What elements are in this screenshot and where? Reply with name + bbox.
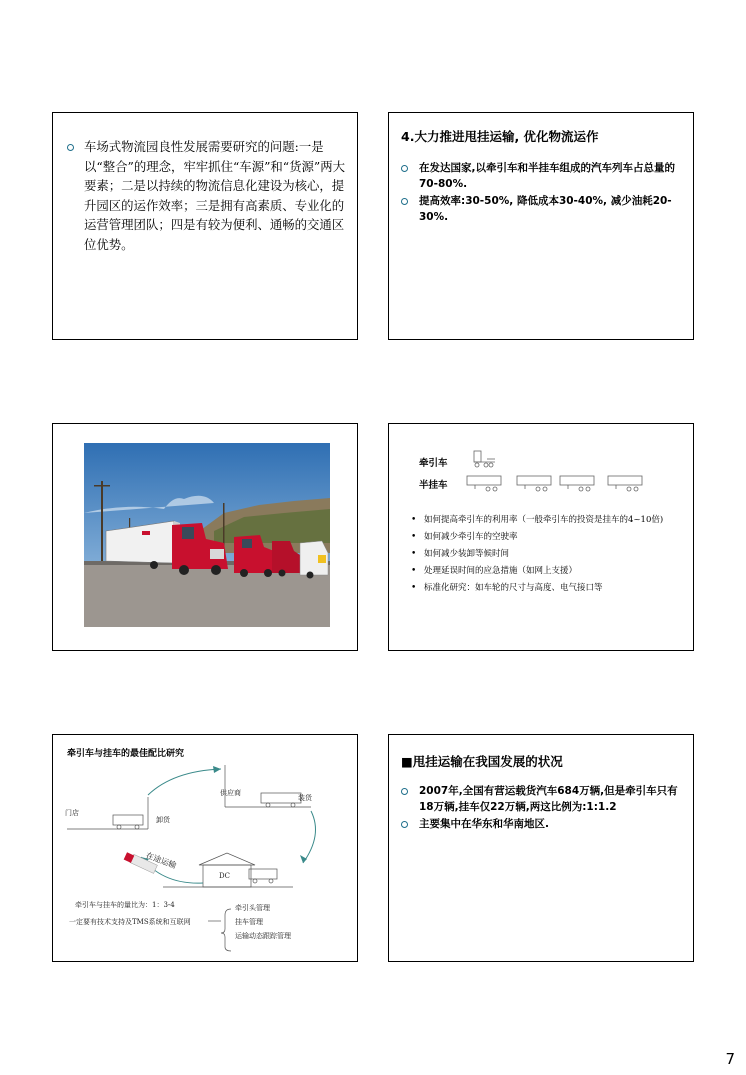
trailer-icon [608, 476, 642, 491]
slide-6-title: ■甩挂运输在我国发展的状况 [401, 754, 563, 769]
label-trailer: 半挂车 [419, 480, 448, 491]
trailer-icon [517, 476, 551, 491]
slide-6-bullets [401, 783, 686, 833]
supplier-label: 供应商 [220, 789, 241, 797]
trucks-photo [84, 443, 330, 627]
list-item: • 如何减少牵引车的空驶率 [409, 531, 679, 543]
slide-5 [52, 734, 358, 962]
list-item: • 如何提高牵引车的利用率（一般牵引车的投资是挂车的4~10倍) [409, 514, 679, 526]
support-text: 一定要有技术支持及TMS系统和互联网 [69, 918, 191, 926]
cycle-diagram [53, 735, 358, 962]
slide-2-bullets [401, 160, 681, 226]
bullet-item [401, 816, 686, 832]
bullet-text: 在发达国家,以牵引车和半挂车组成的汽车列车占总量的70-80%. [419, 162, 675, 190]
list-item: • 如何减少装卸等候时间 [409, 548, 679, 560]
trailer-icon [467, 476, 501, 491]
ring-bullet-icon [401, 198, 408, 205]
slide-4 [388, 423, 694, 651]
slide-6 [388, 734, 694, 962]
list-item: • 标准化研究：如车轮的尺寸与高度、电气接口等 [409, 582, 679, 594]
ratio-text: 牵引车与挂车的量比为：1：3-4 [75, 901, 175, 909]
ring-bullet-icon [401, 821, 408, 828]
management-item: 运输动态跟踪管理 [235, 932, 291, 940]
bullet-item [401, 193, 681, 225]
tractor-trailer-diagram [389, 424, 694, 504]
ring-bullet-icon [67, 144, 74, 151]
bullet-item [401, 160, 681, 192]
slide-2-title: 4.大力推进甩挂运输, 优化物流运作 [401, 129, 599, 144]
store-label: 门店 [65, 809, 79, 817]
label-tractor: 牵引车 [419, 458, 448, 469]
ring-bullet-icon [401, 788, 408, 795]
slide-1-text: 车场式物流园良性发展需要研究的问题:一是以“整合”的理念，牢牢抓住“车源”和“货源”两大要素；二是以持续的物流信息化建设为核心，提升园区的运作效率；三是拥有高素质、专业化的运营管理团队；四是有较为便利、通畅的交通区位优势。 [84, 139, 346, 252]
tractor-icon [474, 451, 495, 467]
unloading-label: 卸货 [156, 816, 170, 824]
bullet-item [67, 137, 354, 254]
management-item: 牵引头管理 [235, 904, 270, 912]
page-number: 7 [725, 1050, 735, 1068]
trailer-icon [560, 476, 594, 491]
slide-5-title: 牵引车与挂车的最佳配比研究 [67, 749, 185, 759]
in-transit-label: 在途运输 [144, 850, 178, 871]
slide-4-bullets [409, 514, 679, 599]
ring-bullet-icon [401, 165, 408, 172]
bullet-text: 2007年,全国有营运载货汽车684万辆,但是牵引车只有18万辆,挂车仅22万辆,两这比例为:1:1.2 [419, 785, 678, 813]
dc-label: DC [219, 872, 230, 880]
list-item: • 处理延误时间的应急措施（如网上支援） [409, 565, 679, 577]
loading-label: 装货 [298, 794, 312, 802]
slide-1 [52, 112, 358, 340]
bullet-item [401, 783, 686, 815]
bullet-text: 提高效率:30-50%, 降低成本30-40%, 减少油耗20-30%. [419, 195, 672, 223]
slide-2 [388, 112, 694, 340]
bullet-text: 主要集中在华东和华南地区. [419, 818, 549, 830]
management-item: 挂车管理 [235, 918, 263, 926]
slide-3 [52, 423, 358, 651]
